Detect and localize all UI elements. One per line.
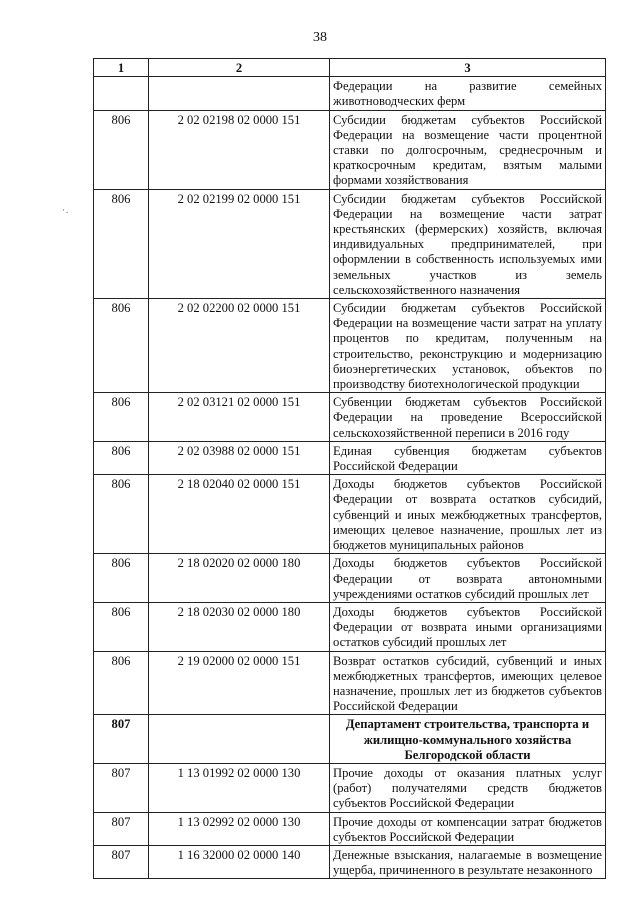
admin-code-cell (94, 77, 149, 110)
budget-code-cell (149, 77, 330, 110)
description-cell: Федерации на развитие семейных животноводческих ферм (330, 77, 606, 110)
description-cell: Прочие доходы от компенсации затрат бюджетов субъектов Российской Федерации (330, 812, 606, 845)
budget-code-cell: 2 18 02030 02 0000 180 (149, 602, 330, 651)
description-cell: Доходы бюджетов субъектов Российской Федерации от возврата остатков субсидий, субвенций и иных межбюджетных трансфертов, имеющих целевое назначение, прошлых лет из бюджетов муниципальных районов (330, 475, 606, 554)
description-cell: Субсидии бюджетам субъектов Российской Федерации на возмещение части процентной ставки по долгосрочным, среднесрочным и краткосрочным кредитам, взятым малыми формами хозяйствования (330, 110, 606, 189)
description-cell: Возврат остатков субсидий, субвенций и иных межбюджетных трансфертов, имеющих целевое назначение, прошлых лет из бюджетов субъектов Российской Федерации (330, 651, 606, 715)
table-row (94, 763, 606, 812)
table-row (94, 845, 606, 878)
description-cell: Субсидии бюджетам субъектов Российской Федерации на возмещение части затрат на уплату процентов по кредитам, полученным на строительство, реконструкцию и модернизацию биоэнергетических установок, объектов по производству биотехнологической продукции (330, 299, 606, 393)
admin-code-cell: 806 (94, 602, 149, 651)
budget-code-cell: 2 02 02198 02 0000 151 (149, 110, 330, 189)
admin-code-cell: 807 (94, 812, 149, 845)
column-header-1: 1 (94, 59, 149, 77)
admin-code-cell: 807 (94, 845, 149, 878)
table-row (94, 393, 606, 442)
admin-code-cell: 807 (94, 715, 149, 764)
table-row (94, 110, 606, 189)
table-row (94, 77, 606, 110)
department-header-row (94, 715, 606, 764)
admin-code-cell: 807 (94, 763, 149, 812)
table-row (94, 299, 606, 393)
admin-code-cell: 806 (94, 189, 149, 298)
table-row (94, 189, 606, 298)
admin-code-cell: 806 (94, 475, 149, 554)
budget-code-cell (149, 715, 330, 764)
admin-code-cell: 806 (94, 393, 149, 442)
budget-code-cell: 2 02 02200 02 0000 151 (149, 299, 330, 393)
admin-code-cell: 806 (94, 554, 149, 603)
budget-code-cell: 2 02 03988 02 0000 151 (149, 441, 330, 474)
description-cell: Прочие доходы от оказания платных услуг (работ) получателями средств бюджетов субъектов Российской Федерации (330, 763, 606, 812)
description-cell: Доходы бюджетов субъектов Российской Федерации от возврата иными организациями остатков субсидий прошлых лет (330, 602, 606, 651)
admin-code-cell: 806 (94, 441, 149, 474)
department-title-cell: Департамент строительства, транспорта и жилищно-коммунального хозяйства Белгородской области (330, 715, 606, 764)
table-row (94, 475, 606, 554)
scan-artifact: ·. (62, 205, 70, 215)
description-cell: Субвенции бюджетам субъектов Российской Федерации на проведение Всероссийской сельскохозяйственной переписи в 2016 году (330, 393, 606, 442)
admin-code-cell: 806 (94, 651, 149, 715)
page-number: 38 (313, 30, 327, 45)
description-cell: Денежные взыскания, налагаемые в возмещение ущерба, причиненного в результате незаконного (330, 845, 606, 878)
budget-code-cell: 2 18 02020 02 0000 180 (149, 554, 330, 603)
budget-code-cell: 2 19 02000 02 0000 151 (149, 651, 330, 715)
table-row (94, 554, 606, 603)
table-header-row (94, 59, 606, 77)
budget-code-cell: 2 02 03121 02 0000 151 (149, 393, 330, 442)
admin-code-cell: 806 (94, 299, 149, 393)
column-header-3: 3 (330, 59, 606, 77)
budget-classification-table (93, 58, 606, 879)
table-row (94, 812, 606, 845)
table-row (94, 602, 606, 651)
description-cell: Единая субвенция бюджетам субъектов Российской Федерации (330, 441, 606, 474)
table-row (94, 441, 606, 474)
budget-code-cell: 1 13 01992 02 0000 130 (149, 763, 330, 812)
admin-code-cell: 806 (94, 110, 149, 189)
description-cell: Субсидии бюджетам субъектов Российской Федерации на возмещение части затрат крестьянских (фермерских) хозяйств, включая индивидуальных предпринимателей, при оформлении в собственность используемых ими земельных участков из земель сельскохозяйственного назначения (330, 189, 606, 298)
budget-code-cell: 1 16 32000 02 0000 140 (149, 845, 330, 878)
budget-code-cell: 1 13 02992 02 0000 130 (149, 812, 330, 845)
budget-code-cell: 2 02 02199 02 0000 151 (149, 189, 330, 298)
column-header-2: 2 (149, 59, 330, 77)
table-row (94, 651, 606, 715)
budget-code-cell: 2 18 02040 02 0000 151 (149, 475, 330, 554)
description-cell: Доходы бюджетов субъектов Российской Федерации от возврата автономными учреждениями остатков субсидий прошлых лет (330, 554, 606, 603)
